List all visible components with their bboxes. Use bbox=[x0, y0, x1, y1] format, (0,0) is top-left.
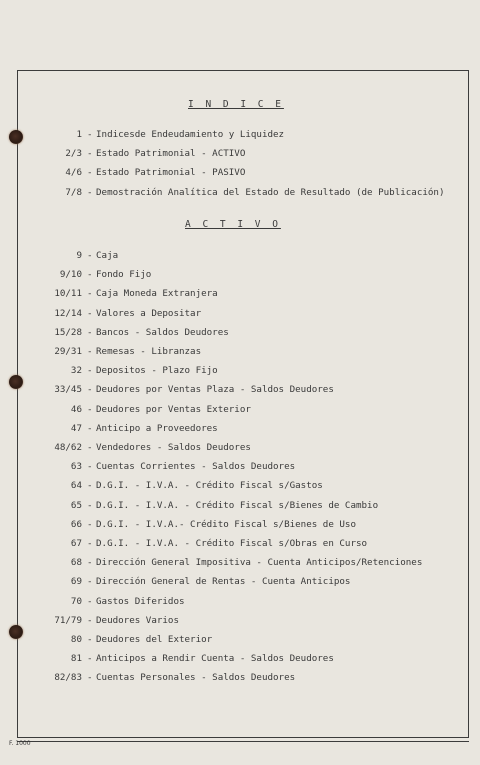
entry-title: Dirección General de Rentas - Cuenta Anticipos bbox=[96, 576, 351, 588]
entry-separator: - bbox=[87, 518, 93, 530]
entry-separator: - bbox=[87, 595, 93, 607]
entry-title: Depositos - Plazo Fijo bbox=[96, 365, 218, 377]
entry-separator: - bbox=[87, 672, 93, 684]
entry-separator: - bbox=[87, 461, 93, 473]
entry-page-number: 66 bbox=[70, 518, 82, 530]
entry-page-number: 69 bbox=[70, 576, 82, 588]
entry-page-number: 71/79 bbox=[54, 614, 82, 626]
entry-title: D.G.I. - I.V.A. - Crédito Fiscal s/Gastos bbox=[96, 480, 323, 492]
entry-page-number: 12/14 bbox=[54, 307, 82, 319]
entry-page-number: 81 bbox=[70, 653, 82, 665]
entry-separator: - bbox=[87, 403, 93, 415]
entry-title: Deudores del Exterior bbox=[96, 634, 213, 645]
entry-separator: - bbox=[87, 634, 93, 645]
page-border-bottom-line bbox=[17, 741, 469, 742]
entry-title: Dirección General Impositiva - Cuenta Anticipos/Retenciones bbox=[96, 557, 423, 569]
entry-page-number: 63 bbox=[70, 461, 82, 473]
entry-separator: - bbox=[87, 148, 93, 160]
entry-title: Indicesde Endeudamiento y Liquidez bbox=[96, 129, 285, 140]
entry-page-number: 9/10 bbox=[59, 269, 82, 281]
entry-separator: - bbox=[87, 250, 93, 261]
entry-separator: - bbox=[87, 326, 93, 338]
entry-page-number: 65 bbox=[70, 499, 82, 511]
entry-title: Remesas - Libranzas bbox=[96, 346, 202, 357]
entry-title: Cuentas Corrientes - Saldos Deudores bbox=[96, 461, 296, 473]
entry-title: Deudores Varios bbox=[96, 614, 179, 626]
entry-separator: - bbox=[87, 576, 93, 588]
entry-separator: - bbox=[87, 442, 93, 453]
activo-heading: A C T I V O bbox=[185, 219, 281, 230]
entry-title: Gastos Diferidos bbox=[96, 595, 185, 607]
index-heading: I N D I C E bbox=[188, 99, 284, 110]
entry-page-number: 82/83 bbox=[54, 672, 82, 684]
entry-page-number: 47 bbox=[70, 422, 82, 434]
entry-separator: - bbox=[87, 167, 93, 179]
entry-title: Anticipos a Rendir Cuenta - Saldos Deudores bbox=[96, 653, 334, 665]
entry-page-number: 80 bbox=[70, 634, 82, 645]
entry-title: Valores a Depositar bbox=[96, 307, 202, 319]
entry-title: D.G.I. - I.V.A. - Crédito Fiscal s/Obras en Curso bbox=[96, 538, 368, 549]
entry-title: Fondo Fijo bbox=[96, 269, 152, 281]
entry-title: Demostración Analítica del Estado de Resultado (de Publicación) bbox=[96, 186, 445, 198]
entry-page-number: 67 bbox=[70, 538, 82, 549]
entry-page-number: 70 bbox=[70, 595, 82, 607]
entry-title: Bancos - Saldos Deudores bbox=[96, 326, 229, 338]
entry-title: D.G.I. - I.V.A. - Crédito Fiscal s/Bienes de Cambio bbox=[96, 499, 379, 511]
entry-title: Caja Moneda Extranjera bbox=[96, 288, 218, 300]
entry-title: Anticipo a Proveedores bbox=[96, 422, 218, 434]
entry-page-number: 46 bbox=[70, 403, 82, 415]
entry-page-number: 10/11 bbox=[54, 288, 82, 300]
entry-separator: - bbox=[87, 365, 93, 377]
entry-title: Estado Patrimonial - ACTIVO bbox=[96, 148, 246, 160]
form-number: F. 1000 bbox=[9, 740, 31, 747]
entry-page-number: 7/8 bbox=[65, 186, 82, 198]
entry-separator: - bbox=[87, 557, 93, 569]
entry-title: Deudores por Ventas Exterior bbox=[96, 403, 251, 415]
entry-separator: - bbox=[87, 480, 93, 492]
entry-page-number: 29/31 bbox=[54, 346, 82, 357]
entry-separator: - bbox=[87, 186, 93, 198]
entry-separator: - bbox=[87, 538, 93, 549]
entry-separator: - bbox=[87, 307, 93, 319]
entry-title: Caja bbox=[96, 250, 119, 261]
entry-page-number: 15/28 bbox=[54, 326, 82, 338]
entry-title: Cuentas Personales - Saldos Deudores bbox=[96, 672, 296, 684]
entry-separator: - bbox=[87, 499, 93, 511]
entry-page-number: 32 bbox=[70, 365, 82, 377]
entry-page-number: 2/3 bbox=[65, 148, 82, 160]
entry-page-number: 68 bbox=[70, 557, 82, 569]
entry-page-number: 4/6 bbox=[65, 167, 82, 179]
entry-title: D.G.I. - I.V.A.- Crédito Fiscal s/Bienes de Uso bbox=[96, 518, 356, 530]
entry-page-number: 1 bbox=[76, 129, 82, 140]
entry-separator: - bbox=[87, 129, 93, 140]
entry-separator: - bbox=[87, 269, 93, 281]
entry-separator: - bbox=[87, 422, 93, 434]
entry-separator: - bbox=[87, 288, 93, 300]
entry-page-number: 33/45 bbox=[54, 384, 82, 396]
entry-separator: - bbox=[87, 346, 93, 357]
entry-title: Estado Patrimonial - PASIVO bbox=[96, 167, 246, 179]
entry-page-number: 9 bbox=[76, 250, 82, 261]
entry-page-number: 64 bbox=[70, 480, 82, 492]
entry-separator: - bbox=[87, 653, 93, 665]
entry-separator: - bbox=[87, 614, 93, 626]
entry-separator: - bbox=[87, 384, 93, 396]
entry-page-number: 48/62 bbox=[54, 442, 82, 453]
entry-title: Deudores por Ventas Plaza - Saldos Deudores bbox=[96, 384, 334, 396]
entry-title: Vendedores - Saldos Deudores bbox=[96, 442, 251, 453]
